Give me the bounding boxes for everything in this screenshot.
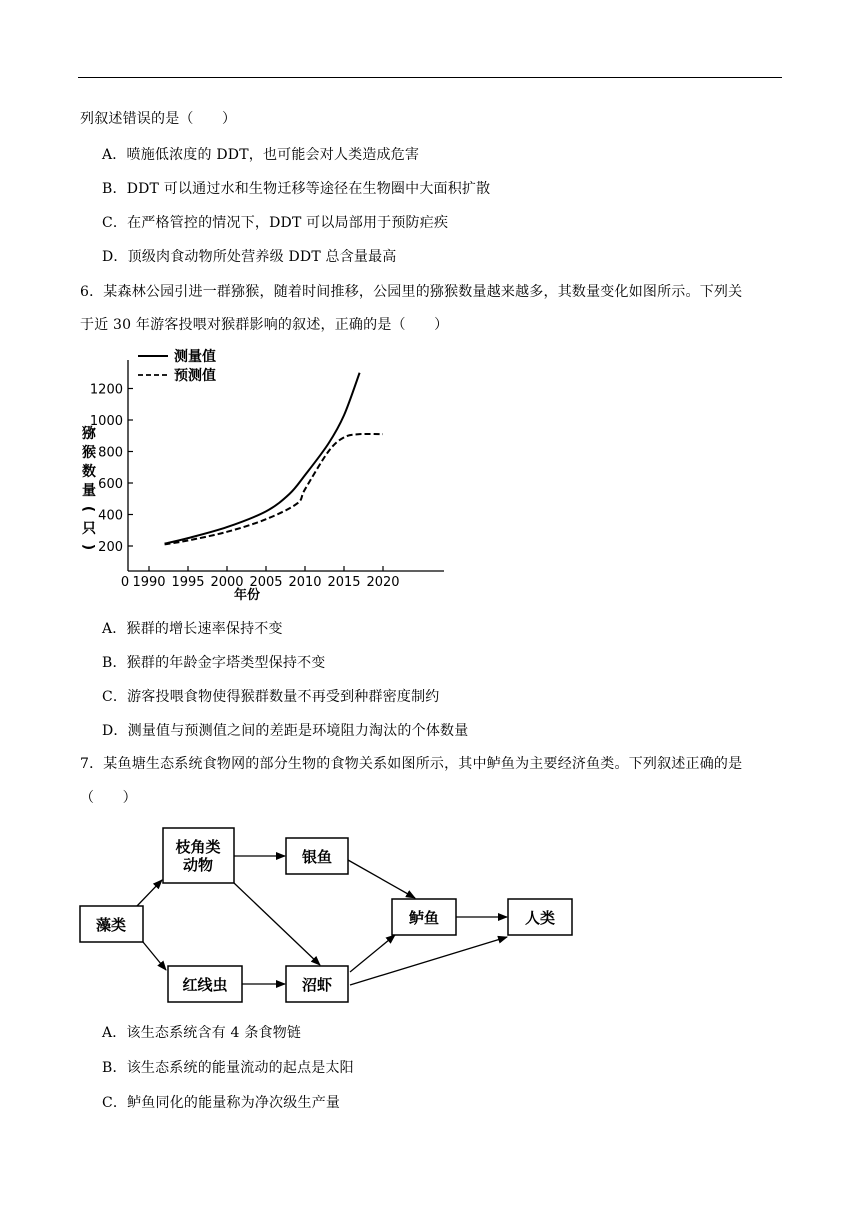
- x-tick-label: 2005: [249, 575, 283, 590]
- y-tick-label: 1000: [89, 414, 123, 429]
- x-tick-label: 2020: [366, 575, 400, 590]
- x-tick-label: 1995: [171, 575, 205, 590]
- q7-option-c: C．鲈鱼同化的能量称为净次级生产量: [102, 1095, 341, 1111]
- node-cladocera-label-2: 动物: [182, 856, 214, 874]
- x-tick-label: 2010: [288, 575, 322, 590]
- q6-option-c: C．游客投喂食物使得猴群数量不再受到种群密度制约: [102, 689, 440, 705]
- q6-option-a: A．猴群的增长速率保持不变: [102, 621, 283, 637]
- y-tick-label: 200: [98, 540, 123, 555]
- node-algae-label: 藻类: [95, 916, 127, 934]
- y-axis-label-char: 只: [82, 521, 96, 537]
- y-tick-label: 1200: [89, 382, 123, 398]
- node-silverfish-label: 银鱼: [301, 848, 333, 866]
- y-axis-label-char: 猕: [82, 426, 96, 442]
- y-tick-label: 800: [98, 445, 123, 461]
- legend-predicted-label: 预测值: [174, 368, 216, 384]
- node-human-label: 人类: [524, 909, 556, 927]
- q7-option-a: A．该生态系统含有 4 条食物链: [102, 1025, 302, 1041]
- q5-option-a: A．喷施低浓度的 DDT，也可能会对人类造成危害: [102, 147, 420, 163]
- x-tick-label: 2015: [327, 575, 361, 590]
- node-shrimp-label: 沼虾: [301, 976, 333, 994]
- y-axis-label-char: (: [80, 505, 96, 513]
- x-tick-label: 1990: [132, 575, 166, 590]
- x-axis-label: 年份: [233, 588, 261, 603]
- q6-option-b: B．猴群的年龄金字塔类型保持不变: [102, 655, 326, 671]
- y-tick-label: 600: [98, 477, 123, 492]
- arrow-cladocera-to-shrimp: [234, 883, 320, 965]
- arrow-silverfish-to-perch: [348, 860, 415, 898]
- q6-stem-line2: 于近 30 年游客投喂对猴群影响的叙述，正确的是（ ）: [80, 317, 449, 333]
- node-bloodworm-label: 红线虫: [182, 976, 228, 994]
- y-axis-label-char: ): [80, 543, 96, 551]
- y-axis-label-char: 猴: [82, 445, 96, 461]
- q7-stem-paren: （ ）: [80, 790, 137, 806]
- q6-option-d: D．测量值与预测值之间的差距是环境阻力淘汰的个体数量: [102, 723, 469, 739]
- node-cladocera-label-1: 枝角类: [175, 838, 221, 856]
- legend-measured-label: 测量值: [174, 349, 216, 365]
- x-tick-label: 2000: [210, 575, 244, 590]
- y-axis-label-char: 数: [82, 464, 96, 480]
- arrow-shrimp-to-human: [350, 937, 507, 985]
- y-tick-label: 400: [98, 508, 123, 524]
- node-perch-label: 鲈鱼: [408, 909, 440, 927]
- arrow-algae-to-cladocera: [137, 880, 162, 906]
- q7-option-b: B．该生态系统的能量流动的起点是太阳: [102, 1060, 354, 1076]
- arrow-algae-to-bloodworm: [143, 942, 166, 970]
- q5-option-d: D．顶级肉食动物所处营养级 DDT 总含量最高: [102, 249, 397, 265]
- q5-stem-tail: 列叙述错误的是（ ）: [80, 111, 237, 127]
- q6-stem-line1: 6．某森林公园引进一群猕猴，随着时间推移，公园里的猕猴数量越来越多，其数量变化如图所示。下列关: [80, 284, 743, 300]
- q5-option-c: C．在严格管控的情况下，DDT 可以局部用于预防疟疾: [102, 215, 449, 231]
- x-tick-label: 0: [120, 575, 130, 590]
- q7-stem: 7．某鱼塘生态系统食物网的部分生物的食物关系如图所示，其中鲈鱼为主要经济鱼类。下列叙述正确的是: [80, 756, 743, 772]
- q5-option-b: B．DDT 可以通过水和生物迁移等途径在生物圈中大面积扩散: [102, 181, 491, 197]
- y-axis-label-char: 量: [82, 483, 96, 499]
- arrow-shrimp-to-perch: [350, 935, 395, 972]
